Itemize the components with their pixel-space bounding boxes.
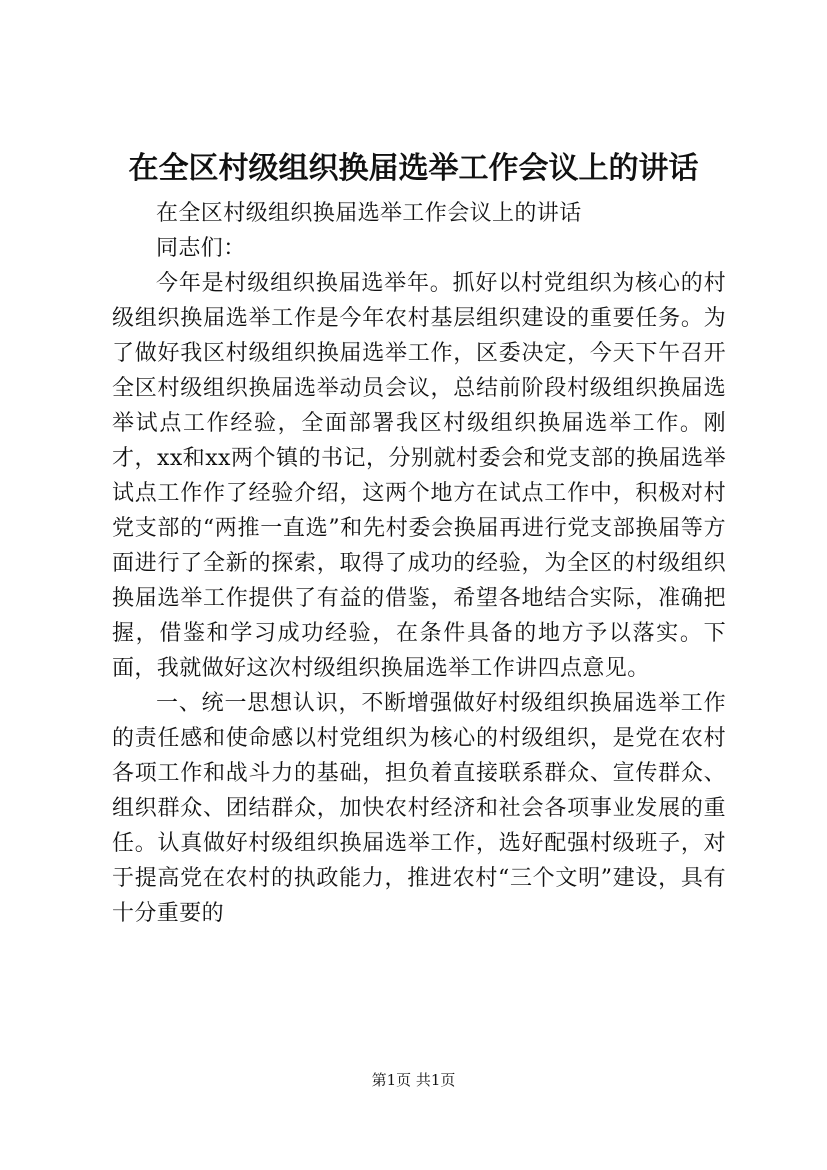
body-paragraph-2: 一、统一思想认识，不断增强做好村级组织换届选举工作的责任感和使命感以村党组织为核心的村级组织，是党在农村各项工作和战斗力的基础，担负着直接联系群众、宣传群众、组织群众、团结群众，加快农村经济和社会各项事业发展的重任。认真做好村级组织换届选举工作，选好配强村级班子，对于提高党在农村的执政能力，推进农村“三个文明”建设，具有十分重要的 [112,691,726,926]
document-title: 在全区村级组织换届选举工作会议上的讲话 [128,151,699,186]
page-footer: 第1页 共1页 [371,1071,456,1089]
salutation: 同志们： [156,236,246,261]
document-body [112,196,726,931]
document-subtitle: 在全区村级组织换届选举工作会议上的讲话 [156,201,582,226]
body-paragraph-1: 今年是村级组织换届选举年。抓好以村党组织为核心的村级组织换届选举工作是今年农村基层组织建设的重要任务。为了做好我区村级组织换届选举工作，区委决定，今天下午召开全区村级组织换届选举动员会议，总结前阶段村级组织换届选举试点工作经验，全面部署我区村级组织换届选举工作。刚才，xx和xx两个镇的书记，分别就村委会和党支部的换届选举试点工作作了经验介绍，这两个地方在试点工作中，积极对村党支部的“两推一直选”和先村委会换届再进行党支部换届等方面进行了全新的探索，取得了成功的经验，为全区的村级组织换届选举工作提供了有益的借鉴，希望各地结合实际，准确把握，借鉴和学习成功经验，在条件具备的地方予以落实。下面，我就做好这次村级组织换届选举工作讲四点意见。 [112,271,726,681]
